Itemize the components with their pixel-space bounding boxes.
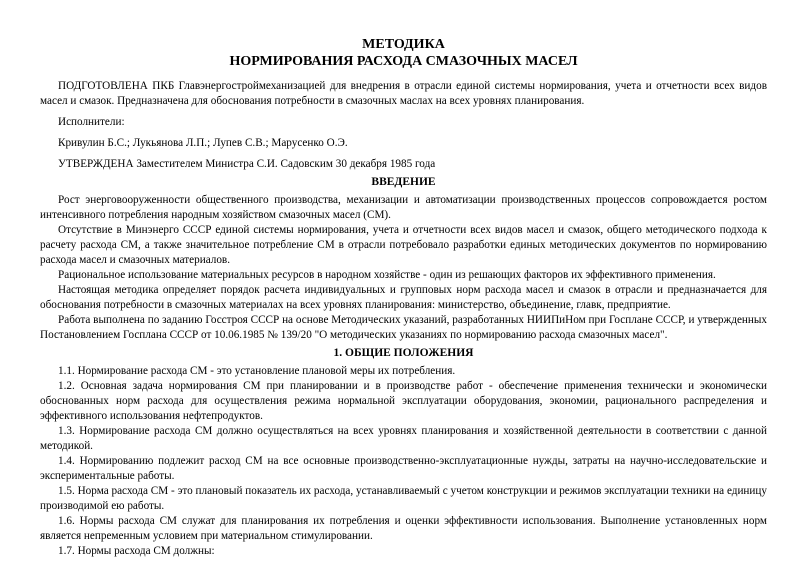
document-page <box>40 36 767 559</box>
section1-item-1-5: 1.5. Норма расхода СМ - это плановый показатель их расхода, устанавливаемый с учетом конструкции и режимов эксплуатации техники на единицу производимой ею работы. <box>40 485 767 512</box>
section1-item-1-2: 1.2. Основная задача нормирования СМ при планировании и в производстве работ - обеспечение применения технически и экономически обоснованных норм расхода для осуществления режима нормальной эксплуатации оборудования, экономии, рационального распределения и эффективного использования нефтепродуктов. <box>40 380 767 422</box>
section1-heading: 1. ОБЩИЕ ПОЛОЖЕНИЯ <box>333 347 474 359</box>
introduction-paragraph-1: Рост энерговооруженности общественного производства, механизации и автоматизации производственных процессов сопровождается ростом интенсивного потребления народным хозяйством смазочных масел (СМ). <box>40 194 767 221</box>
document-title-line2: НОРМИРОВАНИЯ РАСХОДА СМАЗОЧНЫХ МАСЕЛ <box>229 54 578 69</box>
approved-paragraph: УТВЕРЖДЕНА Заместителем Министра С.И. Садовским 30 декабря 1985 года <box>58 158 436 170</box>
executors-label: Исполнители: <box>58 116 125 128</box>
introduction-paragraph-5: Работа выполнена по заданию Госстроя СССР на основе Методических указаний, разработанных НИИПиНом при Госплане СССР, и утвержденных Постановлением Госплана СССР от 10.06.1985 № 139/20 "О методических указаниях по нормированию расхода смазочных масел". <box>40 314 767 341</box>
introduction-paragraph-4: Настоящая методика определяет порядок расчета индивидуальных и групповых норм расхода масел и смазок в отрасли и предназначается для обоснования потребности в смазочных материалах на всех уровнях планирования: министерство, объединение, главк, предприятие. <box>40 284 767 311</box>
section1-item-1-4: 1.4. Нормированию подлежит расход СМ на все основные производственно-эксплуатационные нужды, затраты на научно-исследовательские и экспериментальные работы. <box>40 455 767 482</box>
section1-item-1-3: 1.3. Нормирование расхода СМ должно осуществляться на всех уровнях планирования и хозяйственной деятельности в соответствии с данной методикой. <box>40 425 767 452</box>
section1-item-1-7: 1.7. Нормы расхода СМ должны: <box>58 545 215 557</box>
document-title-line1: МЕТОДИКА <box>362 37 445 52</box>
section1-item-1-1: 1.1. Нормирование расхода СМ - это установление плановой меры их потребления. <box>58 365 456 377</box>
executors-list: Кривулин Б.С.; Лукьянова Л.П.; Лупев С.В.; Марусенко О.Э. <box>58 137 348 149</box>
prepared-paragraph: ПОДГОТОВЛЕНА ПКБ Главэнергостроймеханизацией для внедрения в отрасли единой системы нормирования, учета и отчетности всех видов масел и смазок. Предназначена для обоснования потребности в смазочных маслах на всех уровнях планирования. <box>40 80 767 107</box>
section1-item-1-6: 1.6. Нормы расхода СМ служат для планирования их потребления и оценки эффективности использования. Выполнение установленных норм является непременным условием при материальном стимулировании. <box>40 515 767 542</box>
introduction-heading: ВВЕДЕНИЕ <box>371 176 436 188</box>
introduction-paragraph-2: Отсутствие в Минэнерго СССР единой системы нормирования, учета и отчетности всех видов масел и смазок, общего методического подхода к расчету расхода СМ, а также значительное потребление СМ в отрасли потребовало разработки единых методических документов по нормированию расхода масел и смазочных материалов. <box>40 224 767 266</box>
introduction-paragraph-3: Рациональное использование материальных ресурсов в народном хозяйстве - один из решающих факторов их эффективного применения. <box>58 269 716 281</box>
